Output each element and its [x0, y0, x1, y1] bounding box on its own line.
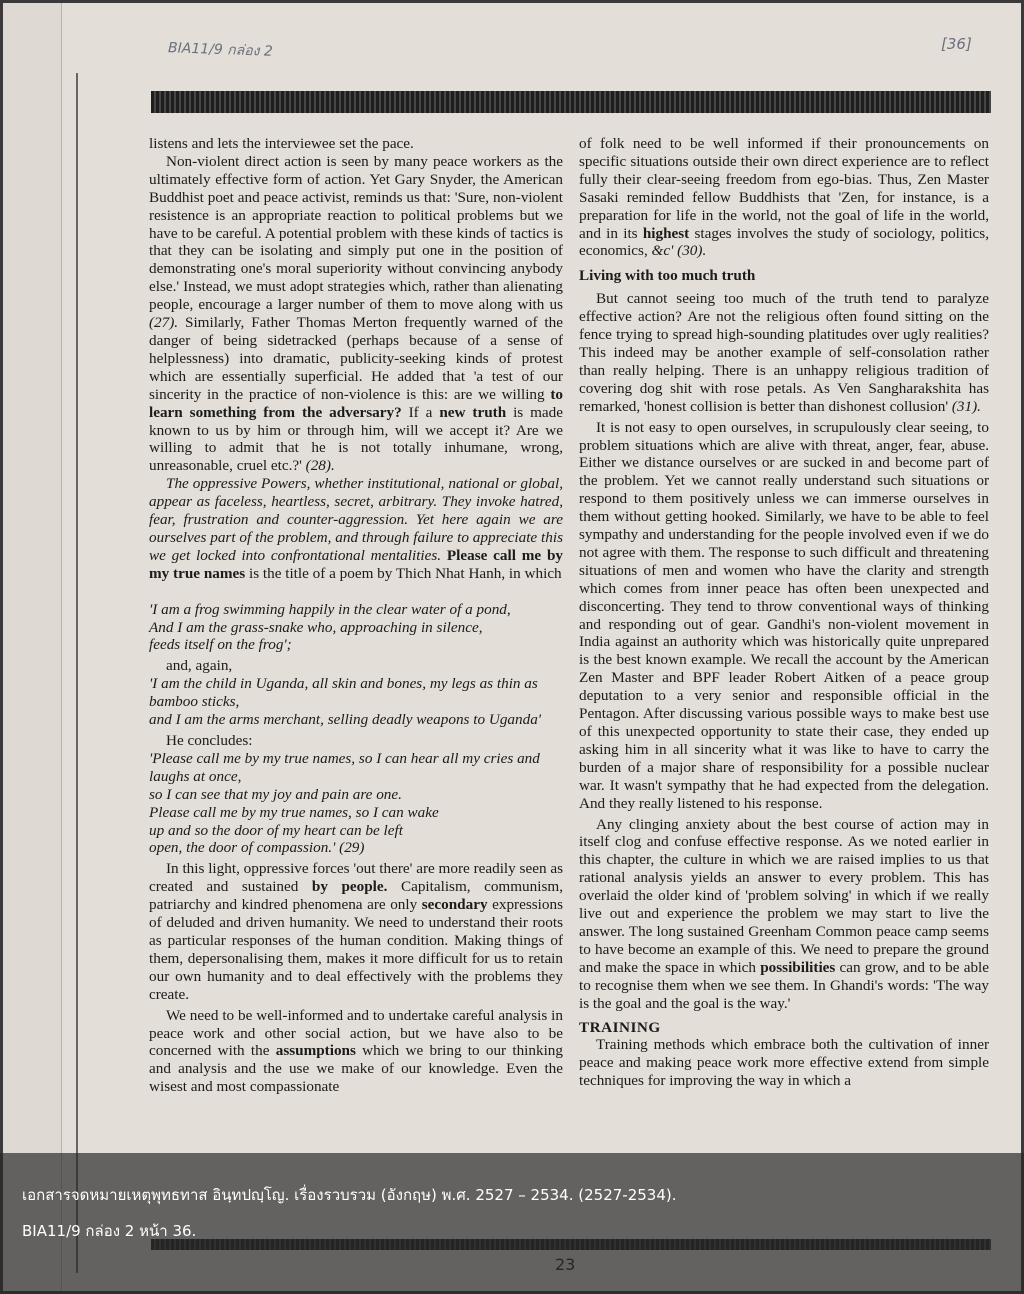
paragraph — [149, 1007, 563, 1097]
spacer — [149, 583, 563, 601]
text: But cannot seeing too much of the truth tend to paralyze effective action? Are not the religious often found sitting on the fence trying to spread high-sounding platitudes over ugly realities? This indeed may be another example of self-consolation rather than really helping. There is an unhappy religious tradition of covering dog shit with rose petals. As Ven Sangharakshita has remarked, 'honest collision is better than dishonest collusion' — [579, 290, 989, 415]
quote-line: 'I am a frog swimming happily in the clear water of a pond, — [149, 600, 511, 618]
right-column — [579, 135, 989, 1090]
text: Non-violent direct action is seen by many peace workers as the ultimately effective form of action. Yet Gary Snyder, the American Buddhist poet and peace activist, reminds us that: 'Sure, non-violent resistence is an appropriate reaction to political problems but we have to be careful. A potential problem with these kinds of tactics is that they can be isolating and simply put one in the position of demonstrating one's moral superiority without convincing anybody else.' Instead, we must adopt strategies which, rather than alienating people, encourage a larger number of them to move along with us — [149, 152, 563, 314]
emphasis: by people. — [311, 878, 388, 896]
citation: &c' (30). — [651, 242, 707, 260]
left-column — [149, 135, 563, 1096]
citation: (28). — [301, 457, 335, 475]
quote-line: Please call me by my true names, so I can wake — [149, 803, 439, 821]
citation: (27). — [149, 314, 179, 332]
quote-line: so I can see that my joy and pain are one. — [149, 785, 402, 803]
quote-line: feeds itself on the frog'; — [149, 636, 292, 654]
emphasis: to learn something from the adversary? — [149, 385, 563, 421]
text: which we bring to our thinking and analysis and the use we make of our knowledge. Even the wisest and most compassionate — [149, 1042, 563, 1096]
text: We need to be well-informed and to undertake careful analysis in peace work and other social action, but we have also to be concerned with the — [149, 1006, 563, 1060]
section-heading: Living with too much truth — [579, 267, 756, 285]
paragraph — [149, 860, 563, 1003]
paragraph: It is not easy to open ourselves, in scrupulously clear seeing, to problem situations which are alive with threat, anger, fear, abuse. Either we distance ourselves or are sucked in and become part of the problem. Yet we cannot really understand such situations or respond to them positively unless we can immerse ourselves in them without getting hooked. Similarly, we have to be able to feel sympathy and understanding for the people involved even if we do not agree with them. The response to such difficult and threatening situations of men and women who have the clarity and strength which comes from inner peace has often been unexpected and disconcerting. They tend to throw conventional ways of thinking and responding out of gear. Gandhi's non-violent movement in India against an authority which was historically quite unprepared is the best known example. We recall the account by the American Zen Master and BPF leader Robert Aitken of a peace group deputation to a very senior and responsible official in the Pentagon. After discussing various possible ways to make best use of this unexpected opportunity to state their case, they ended up asking him in all sincerity what it was like to have to carry the burden of a major share of responsibility for a possible nuclear war. It wasn't sympathy that he had expected from the delegation. And they really listened to his response. — [579, 418, 989, 812]
paragraph — [579, 135, 989, 260]
text: stages involves the study of sociology, politics, economics, — [579, 224, 989, 260]
text: can grow, and to be able to recognise them when we see them. In Ghandi's words: 'The way is the goal and the goal is the way.' — [579, 958, 989, 1012]
text: expressions of deluded and driven humanity. We need to understand their roots as particular responses of the human condition. Making things of them, depersonalising them, makes it more difficult for us to retain our own humanity and to deal effectively with the problems they create. — [149, 896, 563, 1003]
caption-title: เอกสารจดหมายเหตุพุทธทาส อินฺทปญฺโญ. เรื่องรวบรวม (อังกฤษ) พ.ศ. 2527 – 2534. (2527-2534). — [22, 1186, 677, 1204]
text: Similarly, Father Thomas Merton frequently warned of the danger of being sidetracked (perhaps because of a sense of helplessness) into dramatic, publicity-seeking kinds of protest which are essentially superficial. He added that 'a test of our sincerity in the practice of non-violence is this: are we willing — [149, 314, 563, 403]
quote-line: up and so the door of my heart can be left — [149, 821, 403, 839]
paragraph — [149, 153, 563, 475]
paragraph — [579, 816, 989, 1013]
top-decorative-band — [151, 91, 991, 113]
text: If a — [401, 403, 440, 421]
emphasis: highest — [642, 224, 690, 242]
caption-overlay — [0, 1153, 1024, 1294]
paragraph: listens and lets the interviewee set the pace. — [149, 135, 414, 152]
caption-reference: BIA11/9 กล่อง 2 หน้า 36. — [22, 1222, 197, 1240]
text: is the title of a poem by Thich Nhat Hanh, in which — [245, 564, 562, 582]
text: In this light, oppressive forces 'out there' are more readily seen as created and sustained — [149, 860, 563, 896]
scanned-page — [3, 3, 1021, 1291]
quote-line: 'Please call me by my true names, so I can hear all my cries and laughs at once, — [149, 749, 540, 785]
text: is made known to us by him or through him, will we accept it? Are we willing to admit that he is not totally inhumane, wrong, unreasonable, cruel etc.?' — [149, 403, 564, 475]
text: Capitalism, communism, patriarchy and kindred phenomena are only — [149, 878, 563, 914]
quote-line: And I am the grass-snake who, approaching in silence, — [149, 618, 483, 636]
emphasis: new truth — [439, 403, 507, 421]
paragraph: Training methods which embrace both the cultivation of inner peace and making peace work more effective extend from simple techniques for improving the way in which a — [579, 1036, 989, 1090]
quote-line: and I am the arms merchant, selling deadly weapons to Uganda' — [149, 711, 542, 729]
paragraph — [579, 290, 989, 415]
citation: (29) — [335, 839, 365, 857]
ruler-strip — [3, 3, 62, 1291]
italic-text: The oppressive Powers, whether institutional, national or global, appear as faceless, heartless, secret, arbitrary. They invoke hatred, fear, frustration and counter-aggression. Yet here again we are ourselves part of the problem, and through failure to appreciate this we get locked into confrontational mentalities. — [149, 475, 563, 564]
section-heading: TRAINING — [579, 1018, 661, 1036]
emphasis: secondary — [421, 896, 488, 914]
handwritten-page-number: [36] — [941, 35, 972, 53]
paragraph — [149, 475, 563, 582]
quote-line: 'I am the child in Uganda, all skin and bones, my legs as thin as bamboo sticks, — [149, 675, 538, 711]
citation: (31). — [948, 397, 981, 415]
margin-line — [76, 73, 78, 1273]
emphasis: assumptions — [275, 1042, 356, 1060]
text: open, the door of compassion.' — [149, 839, 336, 857]
text: Any clinging anxiety about the best course of action may in itself clog and confuse effective response. As we noted earlier in this chapter, the culture in which we are raised implies to us that rational analysis yields an answer to every problem. This has overlaid the older kind of 'problem solving' in which if we really live out and experience the problem we may start to live the answer. The long sustained Greenham Common peace camp seems to have become an example of this. We need to prepare the ground and make the space in which — [579, 815, 989, 976]
emphasis: possibilities — [760, 958, 836, 976]
poem-title: Please call me by my true names — [149, 546, 563, 582]
text: of folk need to be well informed if their pronouncements on specific situations outside their own direct experience are to reflect fully their clear-seeing freedom from ego-bias. Thus, Zen Master Sasaki reminded fellow Buddhists that 'Zen, for instance, is a preparation for life in the world, not the goal of life in the world, and in its — [579, 135, 989, 242]
paragraph: He concludes: — [166, 732, 253, 749]
paragraph: and, again, — [166, 657, 233, 675]
quote-line — [149, 839, 563, 857]
handwritten-reference: BIA11/9 กล่อง 2 — [167, 40, 274, 60]
